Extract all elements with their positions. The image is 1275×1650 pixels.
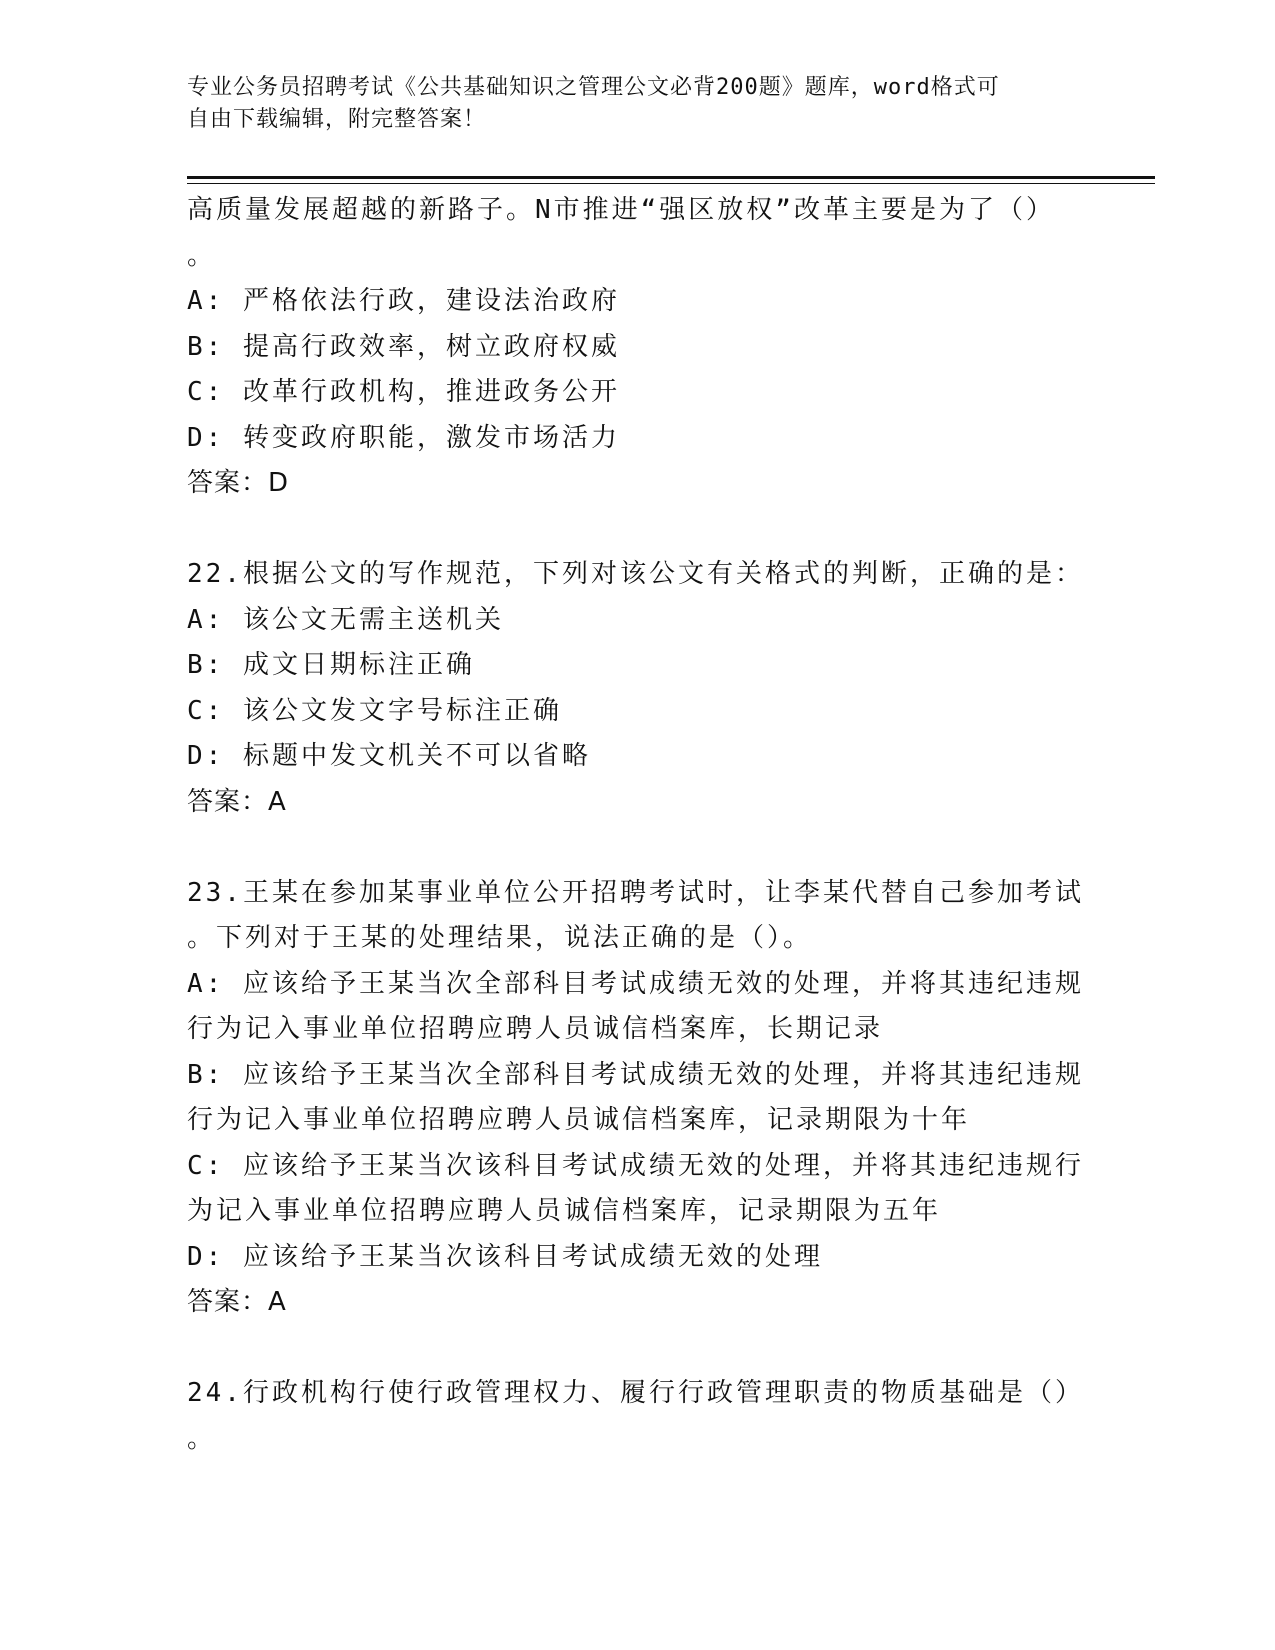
header-divider-thin <box>187 183 1155 184</box>
option-d: D: 应该给予王某当次该科目考试成绩无效的处理 <box>187 1241 823 1272</box>
option-a-continued: 行为记入事业单位招聘应聘人员诚信档案库，长期记录 <box>187 1014 884 1044</box>
option-c: C: 改革行政机构，推进政务公开 <box>187 377 620 407</box>
option-d: D: 标题中发文机关不可以省略 <box>187 741 591 771</box>
option-a: A: 严格依法行政，建设法治政府 <box>187 286 620 316</box>
question-stem: 23.王某在参加某事业单位公开招聘考试时，让李某代替自己参加考试 <box>187 877 1084 908</box>
answer: 答案：A <box>187 1287 287 1317</box>
question-stem: 高质量发展超越的新路子。N市推进“强区放权”改革主要是为了（） <box>187 195 1055 225</box>
option-d: D: 转变政府职能，激发市场活力 <box>187 422 620 453</box>
question-stem: 。 <box>187 1423 217 1454</box>
option-c-continued: 为记入事业单位招聘应聘人员诚信档案库，记录期限为五年 <box>187 1196 942 1226</box>
question-stem: 。 <box>187 240 217 271</box>
header-divider-thick <box>187 176 1155 179</box>
question-stem: 。下列对于王某的处理结果，说法正确的是（）。 <box>187 923 813 953</box>
answer: 答案：A <box>187 786 287 817</box>
option-b: B: 成文日期标注正确 <box>187 650 475 680</box>
question-21 <box>187 188 1087 507</box>
option-b: B: 提高行政效率，树立政府权威 <box>187 331 620 362</box>
question-22 <box>187 552 1087 825</box>
answer: 答案：D <box>187 468 290 498</box>
question-content <box>187 188 1087 1462</box>
option-b: B: 应该给予王某当次全部科目考试成绩无效的处理，并将其违纪违规 <box>187 1059 1084 1090</box>
header-line-2: 自由下载编辑，附完整答案！ <box>187 107 487 132</box>
document-header <box>187 72 1067 136</box>
question-24 <box>187 1371 1087 1462</box>
option-c: C: 该公文发文字号标注正确 <box>187 695 562 726</box>
question-stem: 22.根据公文的写作规范，下列对该公文有关格式的判断，正确的是： <box>187 559 1084 589</box>
option-a: A: 该公文无需主送机关 <box>187 604 504 635</box>
question-stem: 24.行政机构行使行政管理权力、履行行政管理职责的物质基础是（） <box>187 1378 1084 1408</box>
option-c: C: 应该给予王某当次该科目考试成绩无效的处理，并将其违纪违规行 <box>187 1150 1084 1181</box>
option-b-continued: 行为记入事业单位招聘应聘人员诚信档案库，记录期限为十年 <box>187 1105 971 1135</box>
option-a: A: 应该给予王某当次全部科目考试成绩无效的处理，并将其违纪违规 <box>187 968 1084 999</box>
question-23 <box>187 871 1087 1326</box>
header-line-1: 专业公务员招聘考试《公共基础知识之管理公文必背200题》题库，word格式可 <box>187 75 1000 100</box>
